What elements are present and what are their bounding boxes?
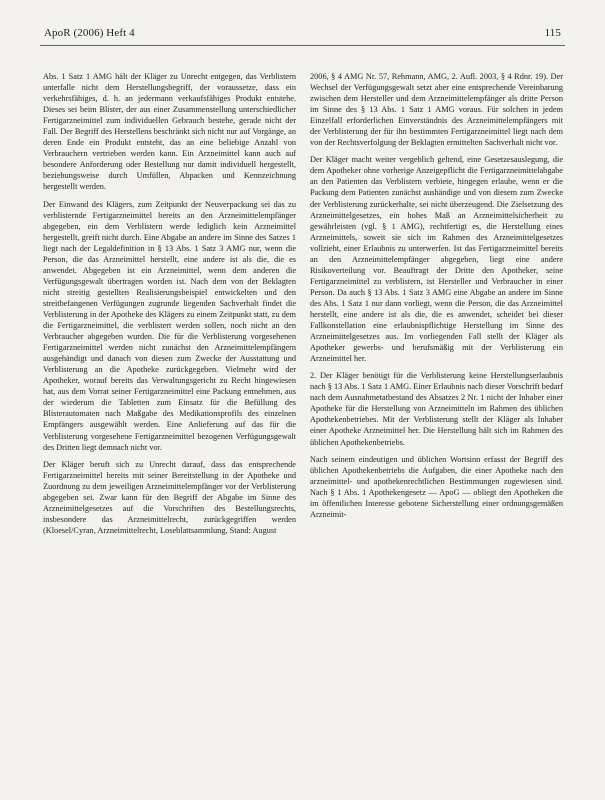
- paragraph: Der Kläger beruft sich zu Unrecht darauf, dass das entsprechende Fertigarzneimittel bereits mit seiner Bereitstellung in der Apotheke und Zuordnung zu dem jeweiligen Arzneimittelempfänger vor der Verblisterung abgegeben sei. Zwar kann für den Begriff der Abgabe im Sinne des Arzneimittelgesetzes auf die Vorschriften des Bestellungsrechts, insbesondere das Arzneimittelrecht, zurückgegriffen werden (Kloesel/Cyran, Arzneimittelrecht, Loseblattsammlung, Stand: August: [43, 459, 296, 535]
- paragraph: Der Kläger macht weiter vergeblich geltend, eine Gesetzesauslegung, die dem Apotheker ohne vorherige Anzeigepflicht die Fertigarzneimittelabgabe an den Patienten das Verblistern verbiete, hingegen erlaube, wenn er die Packung dem Patienten zunächst aushändige und von diesem zum Zwecke der Verblisterung zurückerhalte, sei nicht überzeugend. Die Zielsetzung des Arzneimittelgesetzes, ein hohes Maß an Arzneimittelsicherheit zu gewährleisten (vgl. § 1 AMG), rechtfertigt es, die Herstellung eines Arzneimittels, soweit sie sich im Rahmen des Arzneimittelgesetzes vollzieht, einer Erlaubnis zu unterwerfen. Ist das Fertigarzneimittel bereits an den Arzneimittelempfänger abgegeben, liegt eine andere Risikoverteilung vor. Beauftragt der Dritte den Apotheker, seine Fertigarzneimittel zu verblistern, ist Hersteller und Verbraucher in einer Person. Da auch § 13 Abs. 1 Satz 3 AMG eine Abgabe an andere im Sinne des Abs. 1 Satz 1 nur dann vorliegt, wenn die Person, die das Arzneimittel herstellt, eine andere ist als die, die es anwendet, scheidet bei dieser Fallkonstellation eine erlaubnispflichtige Herstellung im Sinne des Arzneimittelgesetzes aus. Im vorliegenden Fall stellt der Kläger als Apotheker gewerbs- und berufsmäßig mit der Verblisterung ein Arzneimittel her.: [310, 155, 563, 364]
- paragraph: Der Einwand des Klägers, zum Zeitpunkt der Neuverpackung sei das zu verblisternde Fertigarzneimittel bereits an den Arzneimittelempfänger abgegeben, ein dem Verblistern werde lediglich kein Arzneimittel hergestellt, greift nicht durch. Eine Abgabe an andere im Sinne des Satzes 1 liegt nach der Legaldefinition in § 13 Abs. 1 Satz 3 AMG nur, wenn die Person, die das Arzneimittel herstellt, eine andere ist als die, die es anwendet. Abgegeben ist ein Arzneimittel, wenn dem anderen die Verfügungsgewalt übertragen worden ist. Nach dem von der Beklagten nicht streitig gestellten Realisierungsbeispiel entwickelten und den streitbefangenen Verfügungen zugrunde liegenden Sachverhalt findet die Verblisterung in der Apotheke des Klägers zu einem Zeitpunkt statt, zu dem die Fertigarzneimittel, die verblistert werden sollen, noch nicht an den Verbraucher abgegeben wurden. Die für die Verblisterung vorgesehenen Fertigarzneimittel werden nicht zunächst den Arzneimittelempfängern ausgehändigt und danach von diesen zum Zwecke der Ausstattung und Verblisterung an die Apotheke zurückgegeben. Vielmehr wird der Apotheker, worauf bereits das Verwaltungsgericht zu Recht hingewiesen hat, aus dem Vorrat seiner Fertigarzneimittel eine Packung entnehmen, aus der wiederum die Tabletten zum Einsatz für die Befüllung des Blisterautomaten nach Maßgabe des Medikationsprofils des einzelnen Empfängers ausgewählt werden. Eine Anlieferung auf das für die Verblisterung vorgesehene Fertigarzneimittel bezogenen Verfügungsgewalt des Dritten liegt demnach nicht vor.: [43, 199, 296, 452]
- paragraph: Abs. 1 Satz 1 AMG hält der Kläger zu Unrecht entgegen, das Verblistern unterfalle nicht dem Herstellungsbegriff, der voraussetze, dass ein verkehrsfähiges, d. h. an jedermann verkaufsfähiges Produkt entstehe. Dieses sei beim Blister, der aus einer Zusammenstellung unterschiedlicher Fertigarzneimittel zum individuellen Gebrauch bestehe, gerade nicht der Fall. Der Begriff des Herstellens beschränkt sich nicht nur auf Vorgänge, an deren Ende ein Produkt entsteht, das an eine beliebige Anzahl von Verbrauchern vertrieben werden kann. Ein Arzneimittel kann auch auf besondere Anforderung oder Bestellung nur damit individuell hergestellt, beziehungsweise durch Umfüllen, Abpacken und Kennzeichnung hergestellt werden.: [43, 72, 296, 192]
- running-header: [44, 27, 561, 39]
- paragraph: Nach seinem eindeutigen und üblichen Wortsinn erfasst der Begriff des üblichen Apothekenbetriebs die Aufgaben, die einer Apotheke nach den arzneimittel- und apothekenrechtlichen Bestimmungen zugewiesen sind. Nach § 1 Abs. 1 Apothekengesetz — ApoG — obliegt den Apotheken die im öffentlichen Interesse gebotene Sicherstellung einer ordnungsgemäßen Arzneimit-: [310, 454, 563, 519]
- journal-reference: ApoR (2006) Heft 4: [44, 27, 135, 39]
- page-number: 115: [544, 27, 561, 39]
- header-rule: [40, 45, 565, 46]
- paragraph: 2006, § 4 AMG Nr. 57, Rehmann, AMG, 2. Aufl. 2003, § 4 Rdnr. 19). Der Wechsel der Verfügungsgewalt setzt aber eine entsprechende Vereinbarung zwischen dem Hersteller und dem Arzneimittelempfänger als dritte Person im Sinne des § 13 Abs. 1 Satz 1 AMG voraus. Für solchen in jedem Einzelfall erforderlichen Einverständnis des Arzneimittelempfängers mit der Verblisterung der für ihn bestimmten Fertigarzneimittel liegt nach dem von der Rechtsverfolgung der Beklagten ermittelten Sachverhalt nicht vor.: [310, 72, 563, 148]
- right-column: [310, 71, 563, 526]
- paragraph: 2. Der Kläger benötigt für die Verblisterung keine Herstellungserlaubnis nach § 13 Abs. 1 Satz 1 AMG. Einer Erlaubnis nach dieser Vorschrift bedarf nach dem Ausnahmetatbestand des Absatzes 2 Nr. 1 nicht der Inhaber einer Apotheke für die Herstellung von Arzneimitteln im Rahmen des üblichen Apothekenbetriebes. Mit der Verblisterung stellt der Kläger als Inhaber einer Apotheke Arzneimittel her. Die Herstellung hält sich im Rahmen des üblichen Apothekenbetriebs.: [310, 371, 563, 447]
- left-column: [43, 71, 296, 542]
